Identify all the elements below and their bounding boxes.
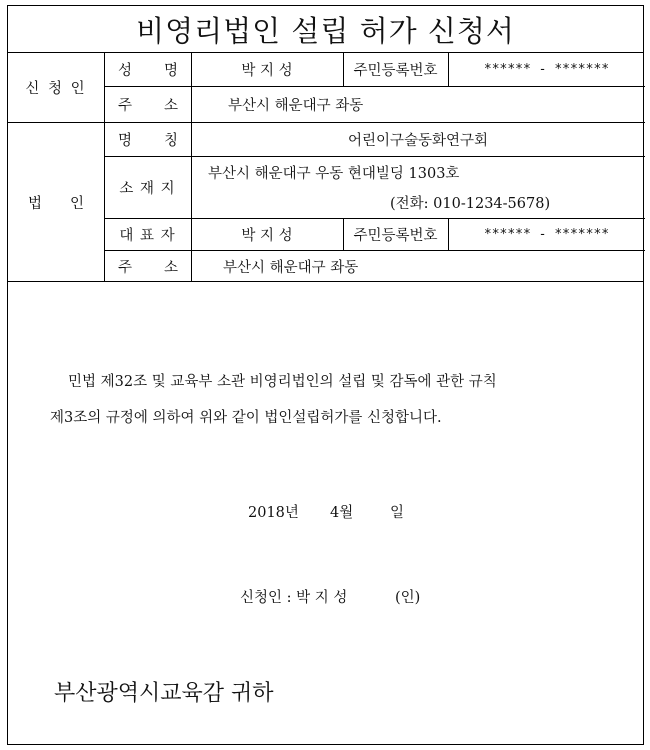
label-char: 인 [69,195,84,212]
applicant-name-value: 박 지 성 [241,63,293,79]
label-char: 주 [118,259,133,276]
permit-application-form [7,5,644,745]
applicant-section-label: 신 청 인 [25,81,87,97]
corporation-section-label [28,122,84,282]
applicant-rrn-value: ****** - ******* [483,62,610,77]
label-char: 칭 [163,132,178,149]
label-char: 성 [118,63,133,79]
addressee: 부산광역시교육감 귀하 [54,681,274,706]
label-char: 소 [163,259,178,276]
label-char: 법 [28,195,43,212]
applicant-rrn-label: 주민등록번호 [353,63,438,79]
corporation-name-value: 어린이구술동화연구회 [347,132,489,149]
applicant-signature: 신청인 : 박 지 성 [240,590,348,606]
corporation-rep-rrn-value: ****** - ******* [483,226,610,242]
info-table [8,53,643,282]
label-char: 주 [118,97,133,114]
corporation-location-value: 부산시 해운대구 우동 현대빌딩 1303호 [208,165,460,182]
label-char: 명 [163,63,178,79]
applicant-name-label [118,53,178,86]
corporation-phone-value: (전화: 010-1234-5678) [390,195,551,212]
statement-line-1: 민법 제32조 및 교육부 소관 비영리법인의 설립 및 감독에 관한 규칙 [68,374,497,390]
corporation-rep-value: 박 지 성 [241,227,293,244]
date-year: 2018년 [248,505,299,521]
applicant-address-label [118,86,178,122]
applicant-address-value: 부산시 해운대구 좌동 [228,97,364,114]
corporation-address-value: 부산시 해운대구 좌동 [223,259,359,276]
corporation-rep-label: 대 표 자 [119,227,176,244]
seal-mark: (인) [395,590,421,606]
form-title: 비영리법인 설립 허가 신청서 [8,6,643,53]
date-month: 4월 [330,505,354,521]
corporation-name-label [118,122,178,156]
corporation-rep-rrn-label: 주민등록번호 [353,227,438,244]
label-char: 명 [118,132,133,149]
statement-line-2: 제3조의 규정에 의하여 위와 같이 법인설립허가를 신청합니다. [50,410,442,426]
date-day: 일 [390,505,405,521]
corporation-address-label [118,250,178,282]
corporation-location-label: 소 재 지 [119,180,176,197]
label-char: 소 [163,97,178,114]
